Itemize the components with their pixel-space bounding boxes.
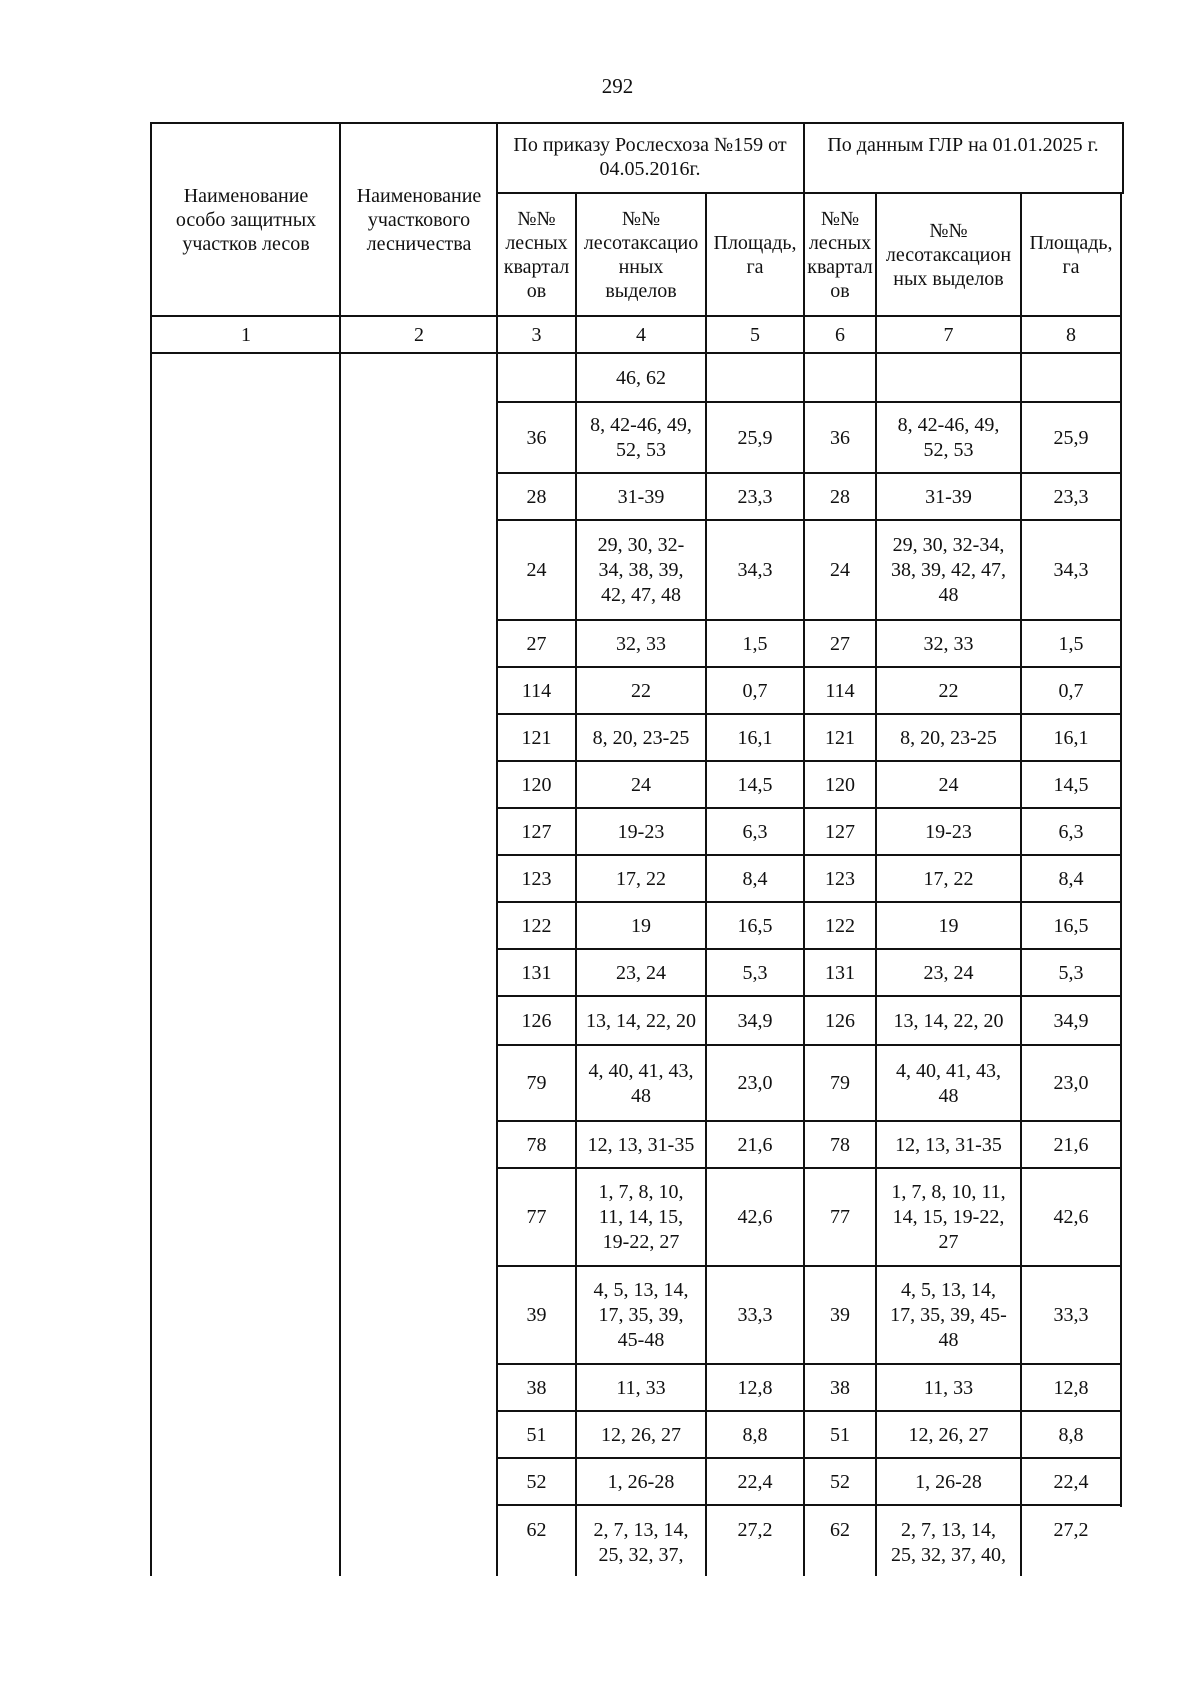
plots-cell-glr: 17, 22 (923, 867, 974, 890)
plots-cell-glr: 23, 24 (923, 961, 974, 984)
quarter-cell-glr: 79 (830, 1072, 850, 1094)
quarter-cell-glr: 131 (825, 961, 855, 984)
column-number: 8 (1066, 323, 1076, 346)
quarter-cell-glr: 121 (825, 726, 855, 749)
area-cell-glr: 23,0 (1053, 1072, 1089, 1094)
quarter-cell-order (498, 355, 575, 402)
area-cell-order: 5,3 (742, 961, 768, 984)
area-cell-order: 16,5 (737, 914, 773, 937)
table-rule (150, 122, 152, 1576)
area-cell-order: 21,6 (737, 1133, 773, 1156)
plots-cell-glr: 8, 20, 23-25 (900, 726, 997, 749)
table-rule (150, 315, 1122, 317)
plots-cell-order: 1, 26-28 (607, 1470, 675, 1493)
table-rule (339, 122, 341, 1576)
area-cell-glr: 23,3 (1053, 485, 1089, 508)
header-protected-area-name: Наименование особо защитных участков лесов (175, 184, 317, 255)
table-rule (150, 352, 1122, 354)
quarter-cell-glr: 51 (830, 1423, 850, 1446)
area-cell-glr: 34,9 (1053, 1009, 1089, 1032)
quarter-cell-order: 127 (521, 820, 552, 843)
plots-cell-order: 12, 26, 27 (601, 1423, 681, 1446)
area-cell-glr: 25,9 (1053, 426, 1089, 449)
plots-cell-glr: 19 (938, 914, 959, 937)
column-number: 5 (750, 323, 760, 346)
plots-cell-glr: 22 (938, 679, 959, 702)
area-cell-order: 0,7 (742, 679, 768, 702)
area-cell-glr: 1,5 (1058, 632, 1084, 655)
area-cell-glr (1022, 355, 1120, 402)
quarter-cell-order: 36 (526, 426, 547, 449)
table-rule (150, 122, 1124, 124)
plots-cell-order: 2, 7, 13, 14, 25, 32, 37, (593, 1519, 689, 1566)
header-quarters-2: №№ лесных квартал ов (807, 207, 873, 302)
quarter-cell-glr: 28 (830, 485, 850, 508)
header-plots-1: №№ лесотаксацио нных выделов (583, 207, 699, 302)
area-cell-order: 8,8 (742, 1423, 768, 1446)
plots-cell-order: 29, 30, 32- 34, 38, 39, 42, 47, 48 (597, 534, 685, 606)
plots-cell-glr: 32, 33 (923, 632, 974, 655)
header-area-2: Площадь, га (1029, 231, 1113, 278)
area-cell-order: 6,3 (742, 820, 768, 843)
quarter-cell-glr: 39 (830, 1304, 850, 1326)
plots-cell-order: 32, 33 (616, 632, 666, 655)
area-cell-glr: 14,5 (1053, 773, 1089, 796)
plots-cell-order: 13, 14, 22, 20 (586, 1009, 696, 1032)
plots-cell-order: 11, 33 (616, 1376, 666, 1399)
area-cell-order: 12,8 (737, 1376, 773, 1399)
plots-cell-glr: 24 (938, 773, 959, 796)
quarter-cell-order: 38 (526, 1376, 547, 1399)
quarter-cell-order: 52 (526, 1470, 547, 1493)
quarter-cell-order: 120 (521, 773, 552, 796)
header-quarters-1: №№ лесных квартал ов (503, 207, 570, 302)
plots-cell-order: 4, 5, 13, 14, 17, 35, 39, 45-48 (593, 1279, 689, 1351)
area-cell-order: 27,2 (737, 1519, 773, 1541)
area-cell-order: 34,3 (737, 559, 773, 581)
plots-cell-glr: 8, 42-46, 49, 52, 53 (897, 414, 1000, 461)
area-cell-glr: 16,5 (1053, 914, 1089, 937)
column-number: 7 (943, 323, 954, 346)
plots-cell-glr: 19-23 (925, 820, 972, 843)
area-cell-order: 23,3 (737, 485, 773, 508)
area-cell-glr: 5,3 (1058, 961, 1084, 984)
quarter-cell-glr: 127 (825, 820, 855, 843)
table-rule (496, 192, 1122, 194)
header-order-group: По приказу Рослесхоза №159 от 04.05.2016г. (513, 134, 787, 180)
area-cell-order: 42,6 (737, 1206, 773, 1228)
plots-cell-order: 19-23 (617, 820, 665, 843)
plots-cell-glr: 2, 7, 13, 14, 25, 32, 37, 40, (891, 1519, 1006, 1566)
plots-cell-order: 12, 13, 31-35 (587, 1133, 695, 1156)
plots-cell-order: 17, 22 (616, 867, 666, 890)
quarter-cell-glr: 78 (830, 1133, 850, 1156)
area-cell-glr: 33,3 (1053, 1304, 1089, 1326)
column-number: 1 (241, 323, 251, 346)
plots-cell-order: 8, 20, 23-25 (592, 726, 690, 749)
plots-cell-glr: 1, 7, 8, 10, 11, 14, 15, 19-22, 27 (891, 1181, 1006, 1253)
area-cell-glr: 12,8 (1053, 1376, 1089, 1399)
quarter-cell-glr: 122 (825, 914, 855, 937)
table-rule (1120, 192, 1122, 1507)
header-plots-2: №№ лесотаксацион ных выделов (885, 219, 1012, 290)
page-number: 292 (601, 74, 634, 98)
plots-cell-glr: 4, 40, 41, 43, 48 (896, 1059, 1001, 1107)
area-cell-order: 16,1 (737, 726, 773, 749)
plots-cell-order: 8, 42-46, 49, 52, 53 (590, 414, 692, 461)
area-cell-glr: 27,2 (1053, 1519, 1089, 1541)
quarter-cell-glr: 52 (830, 1470, 850, 1493)
header-forestry-name: Наименование участкового лесничества (356, 184, 482, 255)
area-cell-glr: 8,4 (1058, 867, 1084, 890)
quarter-cell-order: 126 (521, 1009, 552, 1032)
quarter-cell-order: 79 (526, 1072, 547, 1094)
plots-cell-glr: 29, 30, 32-34, 38, 39, 42, 47, 48 (891, 534, 1006, 606)
quarter-cell-order: 122 (521, 914, 552, 937)
plots-cell-order: 31-39 (617, 485, 665, 508)
quarter-cell-order: 62 (526, 1519, 547, 1541)
quarter-cell-glr: 36 (830, 426, 850, 449)
column-number: 2 (414, 323, 424, 346)
area-cell-glr: 0,7 (1058, 679, 1084, 702)
column-number: 6 (835, 323, 845, 346)
quarter-cell-order: 114 (521, 679, 552, 702)
quarter-cell-order: 51 (526, 1423, 547, 1446)
plots-cell-order: 19 (631, 914, 651, 937)
plots-cell-glr: 11, 33 (923, 1376, 974, 1399)
plots-cell-glr: 12, 13, 31-35 (895, 1133, 1002, 1156)
quarter-cell-glr: 126 (825, 1009, 855, 1032)
quarter-cell-glr: 77 (830, 1206, 850, 1228)
plots-cell-order: 23, 24 (616, 961, 666, 984)
quarter-cell-order: 77 (526, 1206, 547, 1228)
area-cell-glr: 34,3 (1053, 559, 1089, 581)
area-cell-glr: 21,6 (1053, 1133, 1089, 1156)
plots-cell-glr: 4, 5, 13, 14, 17, 35, 39, 45- 48 (890, 1279, 1007, 1351)
area-cell-order: 1,5 (742, 632, 768, 655)
quarter-cell-glr: 27 (830, 632, 850, 655)
quarter-cell-order: 131 (521, 961, 552, 984)
plots-cell-order: 24 (631, 773, 651, 796)
plots-cell-glr: 12, 26, 27 (908, 1423, 989, 1446)
quarter-cell-order: 24 (526, 559, 547, 581)
quarter-cell-order: 39 (526, 1304, 547, 1326)
plots-cell-glr: 31-39 (925, 485, 972, 508)
area-cell-order: 14,5 (737, 773, 773, 796)
plots-cell-glr: 13, 14, 22, 20 (893, 1009, 1004, 1032)
area-cell-glr: 16,1 (1053, 726, 1089, 749)
plots-cell-order: 46, 62 (616, 367, 666, 389)
quarter-cell-order: 121 (521, 726, 552, 749)
plots-cell-order: 4, 40, 41, 43, 48 (588, 1059, 694, 1107)
quarter-cell-glr: 38 (830, 1376, 850, 1399)
area-cell-glr: 8,8 (1058, 1423, 1084, 1446)
area-cell-glr: 42,6 (1053, 1206, 1089, 1228)
quarter-cell-glr: 24 (830, 559, 850, 581)
area-cell-glr: 6,3 (1058, 820, 1084, 843)
area-cell-order: 23,0 (737, 1072, 773, 1094)
area-cell-glr: 22,4 (1053, 1470, 1089, 1493)
quarter-cell-glr: 62 (830, 1519, 850, 1541)
plots-cell-glr (877, 355, 1020, 402)
area-cell-order (707, 355, 803, 402)
column-number: 4 (636, 323, 646, 346)
quarter-cell-order: 27 (526, 632, 547, 655)
area-cell-order: 25,9 (737, 426, 773, 449)
plots-cell-glr: 1, 26-28 (915, 1470, 982, 1493)
quarter-cell-glr: 114 (825, 679, 855, 702)
quarter-cell-order: 123 (521, 867, 552, 890)
quarter-cell-glr: 123 (825, 867, 855, 890)
plots-cell-order: 22 (631, 679, 651, 702)
area-cell-order: 22,4 (737, 1470, 773, 1493)
quarter-cell-order: 78 (526, 1133, 547, 1156)
header-area-1: Площадь, га (713, 231, 797, 278)
plots-cell-order: 1, 7, 8, 10, 11, 14, 15, 19-22, 27 (598, 1181, 684, 1253)
header-glr-group: По данным ГЛР на 01.01.2025 г. (827, 134, 1099, 156)
area-cell-order: 33,3 (737, 1304, 773, 1326)
table-rule (1122, 122, 1124, 194)
column-number: 3 (531, 323, 542, 346)
quarter-cell-glr (805, 355, 875, 402)
area-cell-order: 8,4 (742, 867, 768, 890)
quarter-cell-order: 28 (526, 485, 547, 508)
quarter-cell-glr: 120 (825, 773, 855, 796)
area-cell-order: 34,9 (737, 1009, 773, 1032)
